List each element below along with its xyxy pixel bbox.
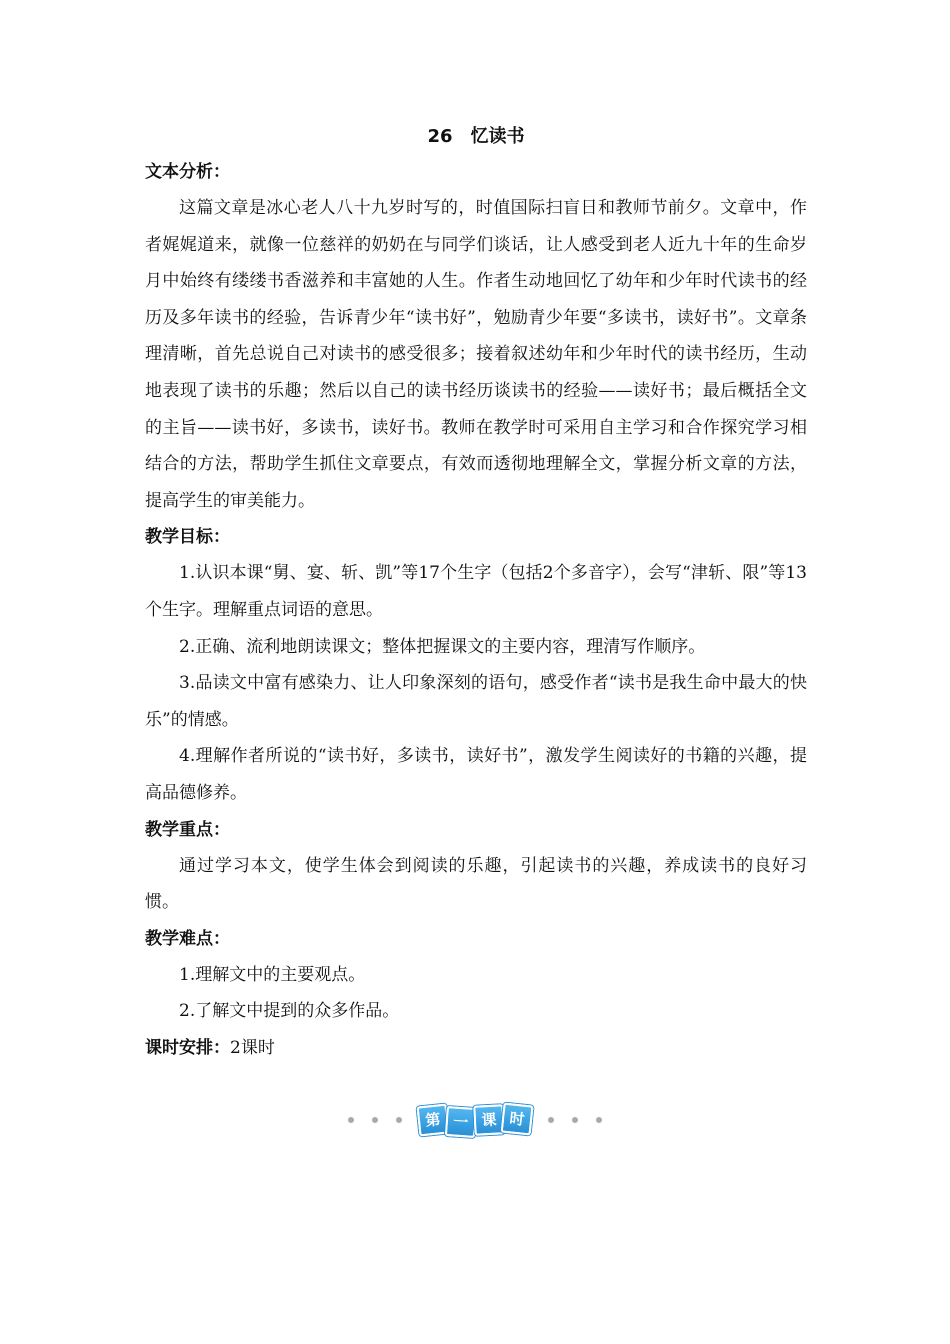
banner-tile: 一 <box>445 1106 477 1138</box>
lesson-number: 26 <box>427 126 453 147</box>
decorative-dot <box>396 1117 402 1123</box>
banner-tile: 课 <box>473 1104 505 1136</box>
difficulty-item: 1.理解文中的主要观点。 <box>179 964 366 985</box>
page-title <box>145 120 807 154</box>
difficulties-section <box>145 921 807 1030</box>
key-points-paragraph: 通过学习本文，使学生体会到阅读的乐趣，引起读书的兴趣，养成读书的良好习惯。 <box>145 855 807 913</box>
teaching-objectives-section <box>145 519 807 811</box>
key-points-heading: 教学重点： <box>145 819 230 840</box>
difficulty-item: 2.了解文中提到的众多作品。 <box>179 1001 400 1022</box>
first-lesson-banner <box>0 1100 950 1140</box>
key-points-section <box>145 812 807 921</box>
decorative-dot <box>572 1117 578 1123</box>
class-schedule-label: 课时安排： <box>145 1037 230 1058</box>
objective-item: 2.正确、流利地朗读课文；整体把握课文的主要内容，理清写作顺序。 <box>179 636 706 657</box>
lesson-plan-page <box>145 120 807 1066</box>
teaching-objectives-heading: 教学目标： <box>145 527 230 548</box>
objective-item: 1.认识本课“舅、宴、斩、凯”等17个生字（包括2个多音字），会写“津斩、限”等13个生字。理解重点词语的意思。 <box>145 563 807 620</box>
decorative-dot <box>372 1117 378 1123</box>
decorative-dot <box>548 1117 554 1123</box>
class-schedule <box>145 1030 807 1066</box>
lesson-banner-tiles <box>419 1105 531 1135</box>
lesson-title: 忆读书 <box>470 126 525 147</box>
objective-item: 4.理解作者所说的“读书好，多读书，读好书”，激发学生阅读好的书籍的兴趣，提高品德修养。 <box>145 746 807 803</box>
decorative-dot <box>348 1117 354 1123</box>
banner-tile: 时 <box>501 1103 534 1136</box>
text-analysis-paragraph: 这篇文章是冰心老人八十九岁时写的，时值国际扫盲日和教师节前夕。文章中，作者娓娓道来，就像一位慈祥的奶奶在与同学们谈话，让人感受到老人近九十年的生命岁月中始终有缕缕书香滋养和丰富她的人生。作者生动地回忆了幼年和少年时代读书的经历及多年读书的经验，告诉青少年“读书好”，勉励青少年要“多读书，读好书”。文章条理清晰，首先总说自己对读书的感受很多；接着叙述幼年和少年时代的读书经历，生动地表现了读书的乐趣；然后以自己的读书经历谈读书的经验——读好书；最后概括全文的主旨——读书好，多读书，读好书。教师在教学时可采用自主学习和合作探究学习相结合的方法，帮助学生抓住文章要点，有效而透彻地理解全文，掌握分析文章的方法，提高学生的审美能力。 <box>145 198 807 511</box>
text-analysis-section <box>145 154 807 519</box>
class-schedule-value: 2课时 <box>230 1037 275 1058</box>
decorative-dot <box>596 1117 602 1123</box>
difficulties-heading: 教学难点： <box>145 928 230 949</box>
banner-tile: 第 <box>417 1104 450 1137</box>
objective-item: 3.品读文中富有感染力、让人印象深刻的语句，感受作者“读书是我生命中最大的快乐”的情感。 <box>145 673 807 730</box>
text-analysis-heading: 文本分析： <box>145 162 230 182</box>
